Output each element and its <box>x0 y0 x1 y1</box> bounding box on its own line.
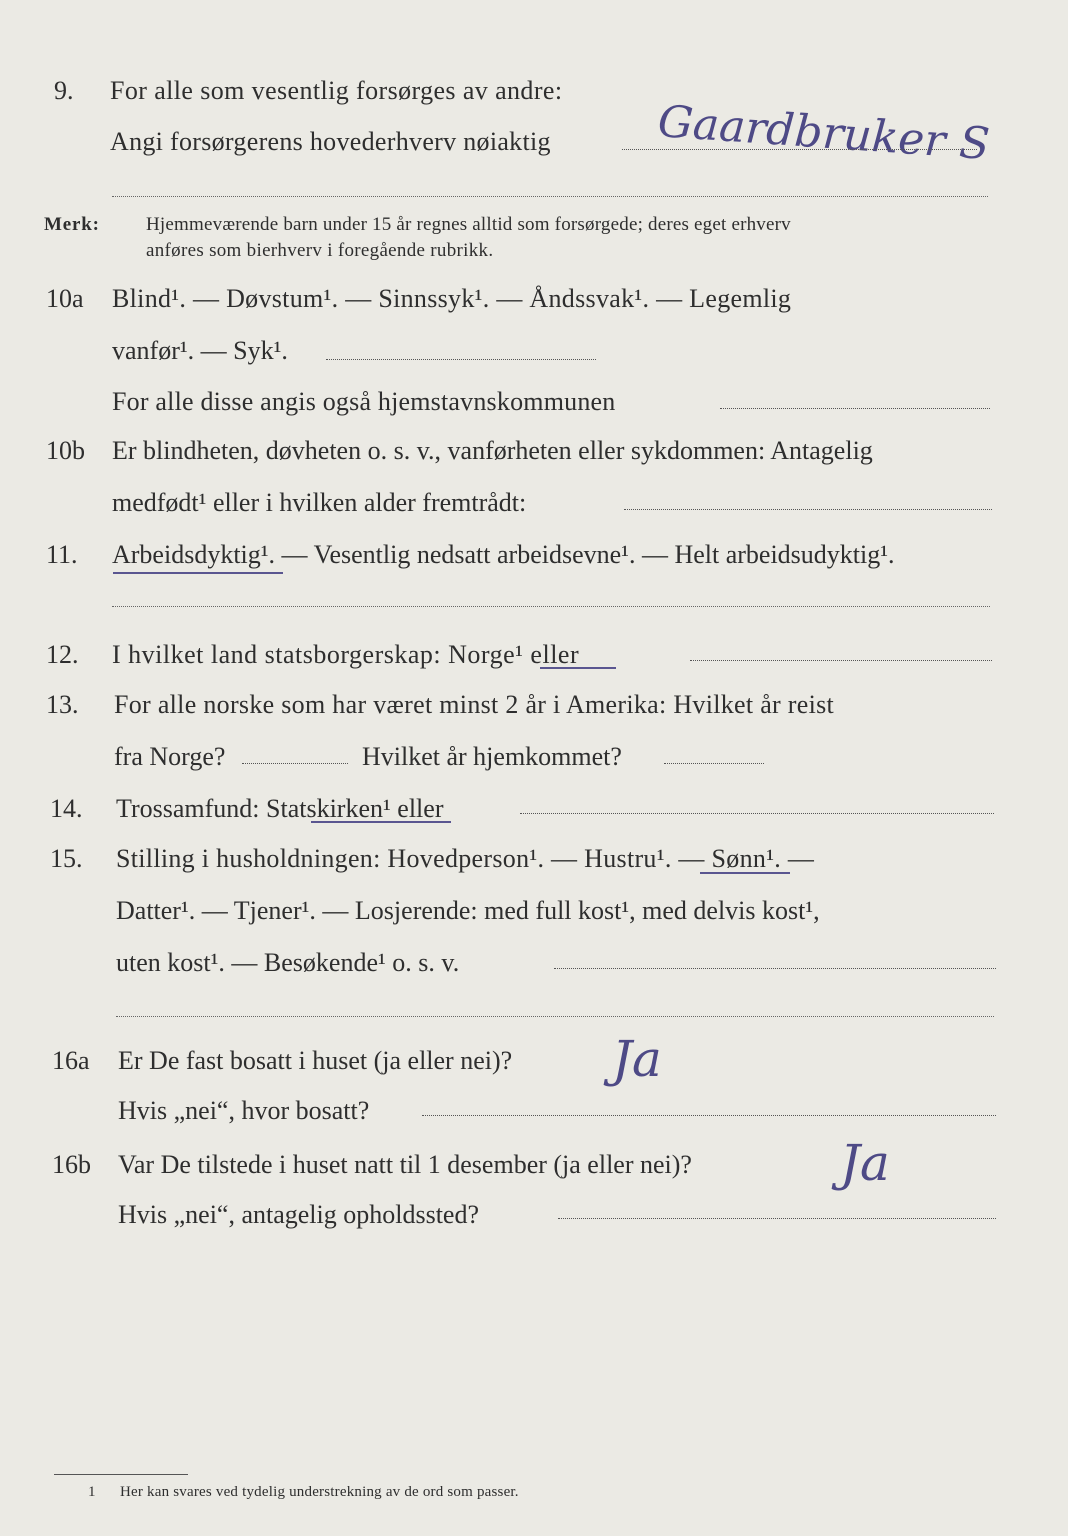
q10b-line1: Er blindheten, døvheten o. s. v., vanførheten eller sykdommen: Antagelig <box>112 436 873 465</box>
q11-number: 11. <box>46 540 78 569</box>
q15-underline-mark <box>700 872 790 874</box>
q10a-number: 10a <box>46 284 84 313</box>
q15-extra-line <box>116 1016 994 1017</box>
q16b-line2: Hvis „nei“, antagelig opholdssted? <box>118 1200 480 1229</box>
q16a-number: 16a <box>52 1046 90 1075</box>
q9-handwritten-answer: Gaardbruker S <box>656 96 992 171</box>
q10b-number: 10b <box>46 436 85 465</box>
q9-line2: Angi forsørgerens hovederhverv nøiaktig <box>110 127 551 156</box>
q14-number: 14. <box>50 794 83 823</box>
q10a-line1: Blind¹. — Døvstum¹. — Sinnssyk¹. — Åndssvak¹. — Legemlig <box>112 284 792 313</box>
q16a-answer-line <box>422 1115 996 1116</box>
q15-line2: Datter¹. — Tjener¹. — Losjerende: med full kost¹, med delvis kost¹, <box>116 896 820 925</box>
q9-number: 9. <box>54 76 74 105</box>
q15-line3: uten kost¹. — Besøkende¹ o. s. v. <box>116 948 460 977</box>
q10b-line2: medfødt¹ eller i hvilken alder fremtrådt: <box>112 488 527 517</box>
q9-answer-line <box>622 149 977 150</box>
q13-line1: For alle norske som har været minst 2 år i Amerika: Hvilket år reist <box>114 690 835 719</box>
q14-line1: Trossamfund: Statskirken¹ eller <box>116 794 444 823</box>
q11-line1: Arbeidsdyktig¹. — Vesentlig nedsatt arbeidsevne¹. — Helt arbeidsudyktig¹. <box>112 540 895 569</box>
q10a-home-municipality-line <box>720 408 990 409</box>
q13-departure-year-line <box>242 763 348 764</box>
q15-answer-line <box>554 968 996 969</box>
q13-line2a: fra Norge? <box>114 742 226 771</box>
q16a-line1: Er De fast bosatt i huset (ja eller nei)? <box>118 1046 513 1075</box>
footnote-separator <box>54 1474 188 1475</box>
q13-line2b: Hvilket år hjemkommet? <box>362 742 622 771</box>
q16b-handwritten-answer: Ja <box>840 1134 890 1192</box>
q12-answer-line <box>690 660 992 661</box>
merk-label: Merk: <box>44 214 100 235</box>
merk-line2: anføres som bierhverv i foregående rubrikk. <box>146 240 494 261</box>
q15-line1: Stilling i husholdningen: Hovedperson¹. — Hustru¹. — Sønn¹. — <box>116 844 815 873</box>
footnote-text: Her kan svares ved tydelig understrekning av de ord som passer. <box>120 1484 519 1500</box>
q11-extra-line <box>112 606 990 607</box>
q13-number: 13. <box>46 690 79 719</box>
q9-line1: For alle som vesentlig forsørges av andre: <box>110 76 563 105</box>
q15-number: 15. <box>50 844 83 873</box>
footnote-mark: 1 <box>88 1484 96 1500</box>
q16b-line1: Var De tilstede i huset natt til 1 desember (ja eller nei)? <box>118 1150 692 1179</box>
q10a-line3: For alle disse angis også hjemstavnskommunen <box>112 387 616 416</box>
q16b-answer-line <box>558 1218 996 1219</box>
q14-answer-line <box>520 813 994 814</box>
q12-underline-mark <box>540 667 616 669</box>
q16a-line2: Hvis „nei“, hvor bosatt? <box>118 1096 370 1125</box>
q16a-handwritten-answer: Ja <box>612 1030 662 1088</box>
merk-line1: Hjemmeværende barn under 15 år regnes alltid som forsørgede; deres eget erhverv <box>146 214 791 235</box>
q9-extra-line <box>112 196 988 197</box>
q12-number: 12. <box>46 640 79 669</box>
q10a-answer-line <box>326 359 596 360</box>
q10a-line2: vanfør¹. — Syk¹. <box>112 336 288 365</box>
q16b-number: 16b <box>52 1150 91 1179</box>
q14-underline-mark <box>311 821 451 823</box>
q10b-answer-line <box>624 509 992 510</box>
q12-line1: I hvilket land statsborgerskap: Norge¹ eller <box>112 640 580 669</box>
q13-return-year-line <box>664 763 764 764</box>
q11-underline-mark <box>113 572 283 574</box>
